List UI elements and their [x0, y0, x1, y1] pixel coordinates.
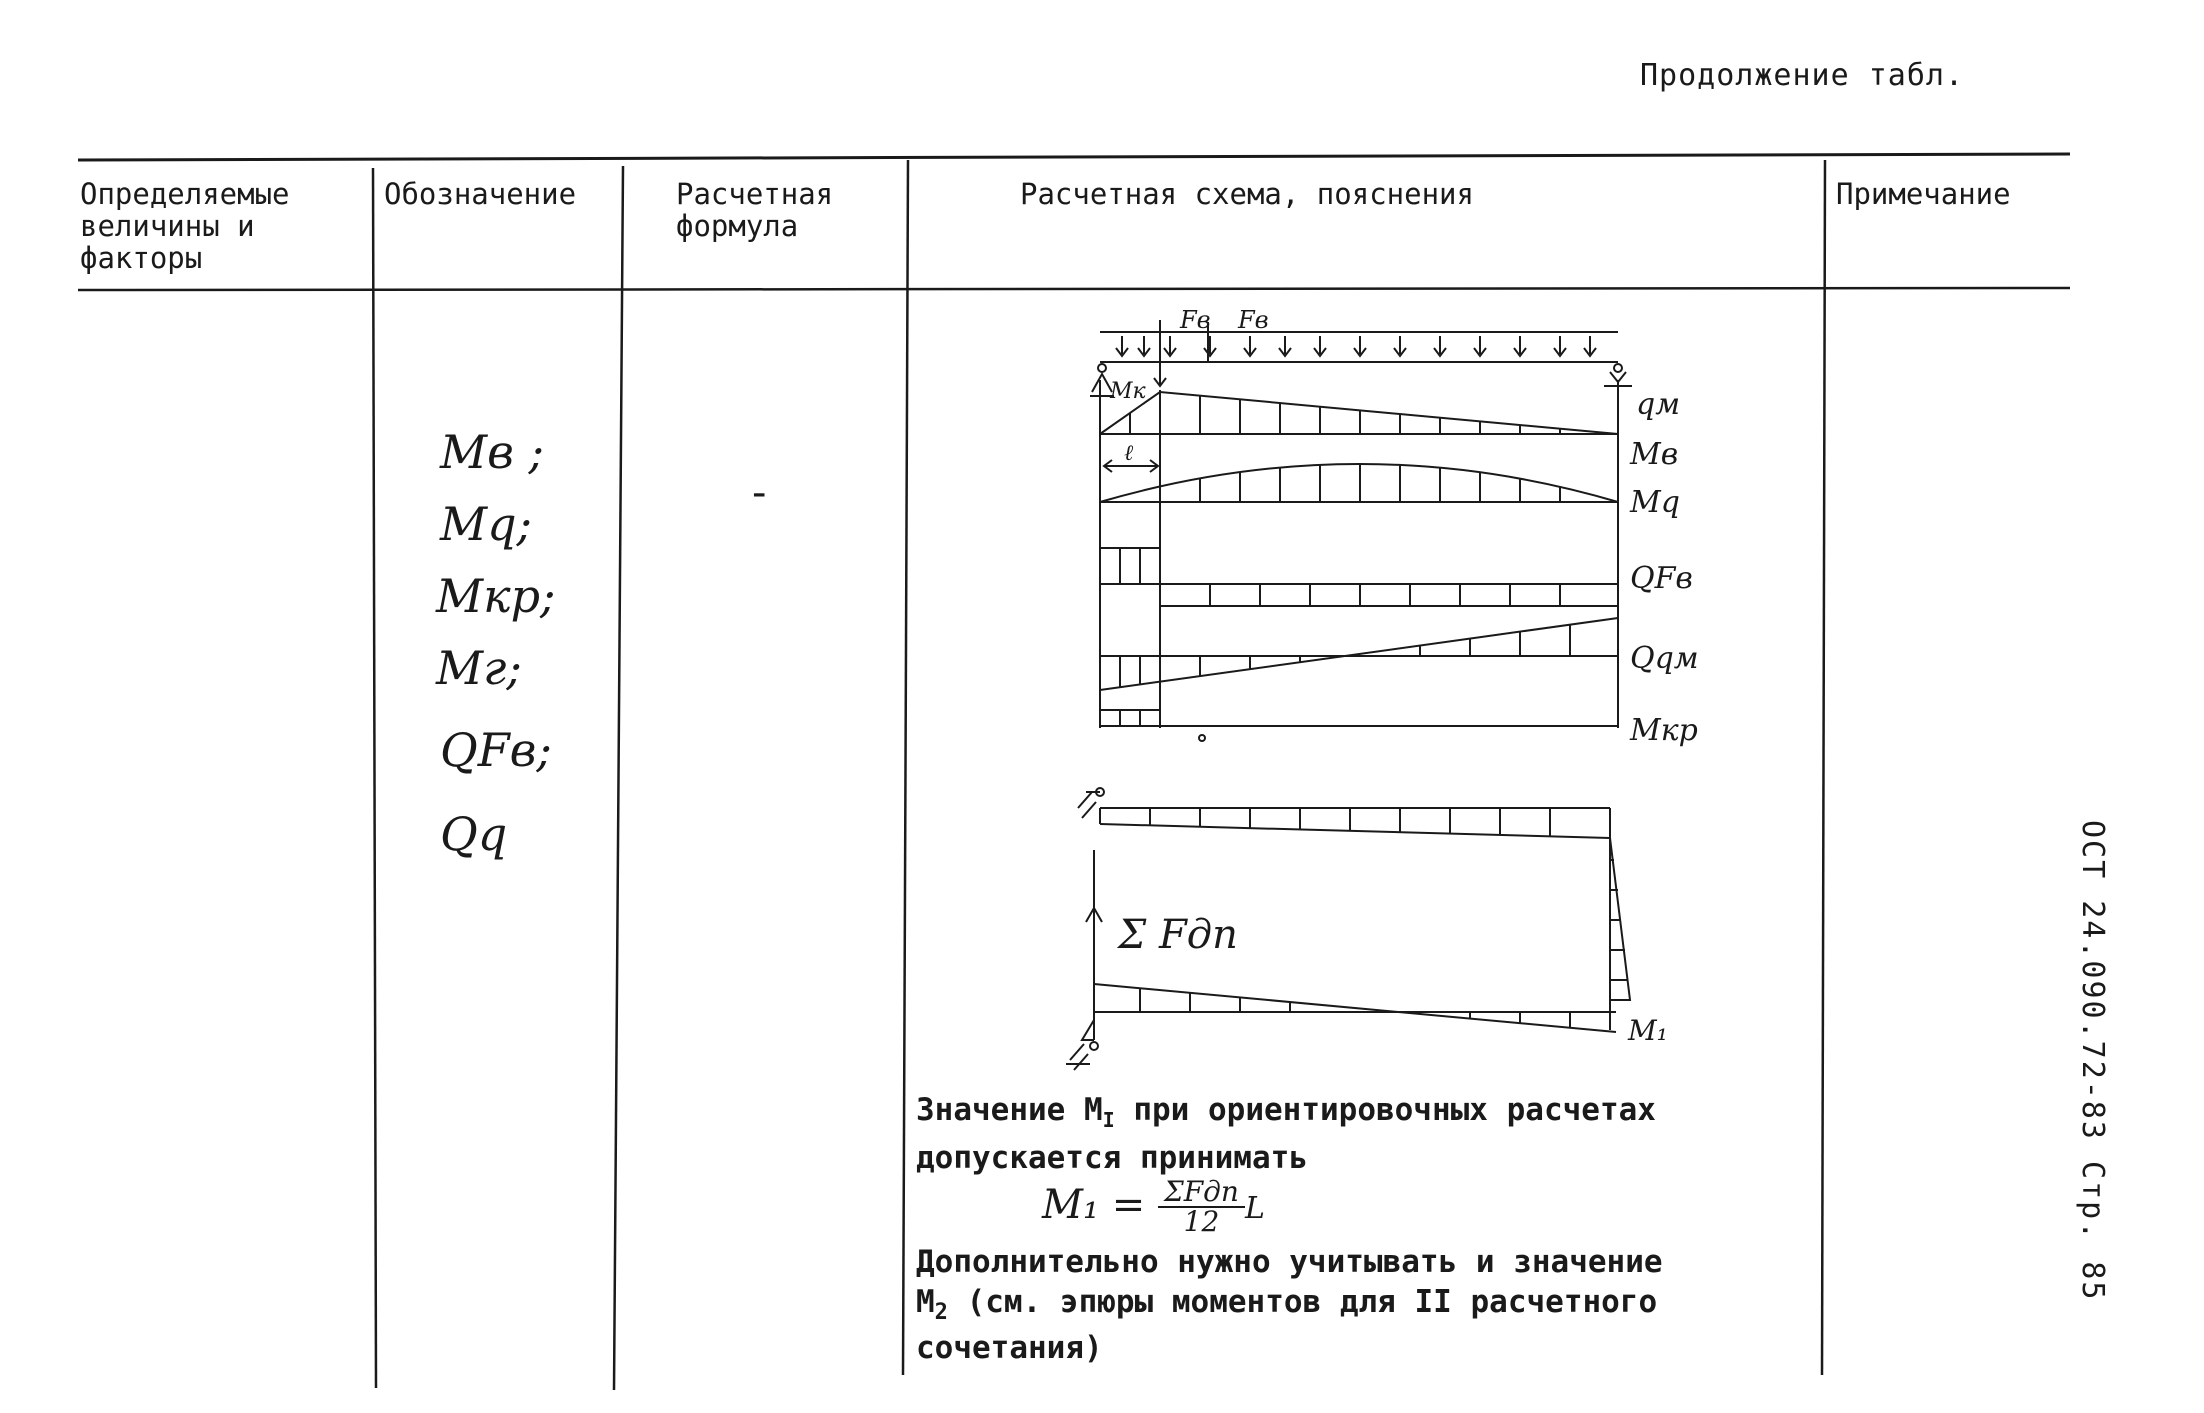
formula-dash: -: [752, 470, 767, 516]
distributed-load-arrows: [1116, 336, 1596, 356]
label-fb1: Fв: [1180, 306, 1211, 334]
frame-bottom-moment: [1094, 984, 1616, 1032]
qfb-hatch: [1120, 548, 1560, 606]
label-fb2: Fв: [1238, 306, 1269, 334]
header-values: Определяемые величины и факторы: [80, 177, 290, 275]
label-mq: Mq: [1630, 485, 1680, 520]
frame-support-top: [1078, 792, 1100, 818]
note-line-3: Дополнительно нужно учитывать и значение: [916, 1244, 1663, 1280]
note-line-5: сочетания): [916, 1330, 1103, 1366]
note-line-2: допускается принимать: [916, 1140, 1308, 1176]
note-line-1: Значение $M_I$ при ориентировочных расчетах: [916, 1092, 1656, 1133]
mq-hatch: [1160, 464, 1560, 502]
label-l: ℓ: [1124, 441, 1134, 466]
note-formula: M₁ = ΣFдп 12 L: [1042, 1175, 1265, 1238]
label-qm: qм: [1636, 387, 1681, 422]
label-mk: Mк: [1110, 379, 1146, 404]
header-designation: Обозначение: [384, 177, 577, 211]
frame-hinge-bottom: [1090, 1042, 1098, 1050]
header-notes: Примечание: [1836, 177, 2011, 211]
label-qfb: QFв: [1630, 561, 1693, 596]
symbol-qq: Qq: [440, 807, 508, 861]
label-qqm: Qqм: [1630, 641, 1699, 676]
bottom-left-moment: [1082, 1020, 1094, 1040]
standard-page-reference: ОСТ 24.090.72-83 Стр. 85: [2075, 820, 2110, 1302]
force-fb1-arrow: [1154, 320, 1166, 386]
frame-top-moment: [1100, 824, 1610, 838]
symbol-mb: Mв ;: [440, 425, 544, 479]
label-sum-force: Σ Fдп: [1118, 912, 1238, 958]
calculation-scheme: [1020, 300, 1699, 1080]
label-m1: M₁: [1628, 1014, 1668, 1047]
header-formula: Расчетная формула: [676, 177, 834, 243]
symbol-mq: Mq;: [440, 497, 533, 551]
symbol-mkp: Mкр;: [436, 569, 556, 623]
mb-hatch: [1130, 392, 1560, 434]
left-support-hinge: [1098, 364, 1106, 372]
label-mkp: Mкр: [1630, 713, 1698, 748]
symbol-mg: Mг;: [436, 641, 522, 695]
symbol-qfb: QFв;: [440, 723, 552, 777]
right-support-hinge: [1614, 364, 1622, 372]
frame-support-bottom: [1066, 1044, 1090, 1070]
continuation-label: Продолжение табл.: [1640, 58, 1965, 93]
sum-force-arrow: [1086, 908, 1102, 940]
note-line-4: $M_2$ (см. эпюры моментов для II расчетного: [916, 1284, 1658, 1326]
qqm-line: [1100, 618, 1618, 690]
header-scheme: Расчетная схема, пояснения: [1020, 177, 1474, 211]
label-mb: Mв: [1630, 437, 1679, 472]
